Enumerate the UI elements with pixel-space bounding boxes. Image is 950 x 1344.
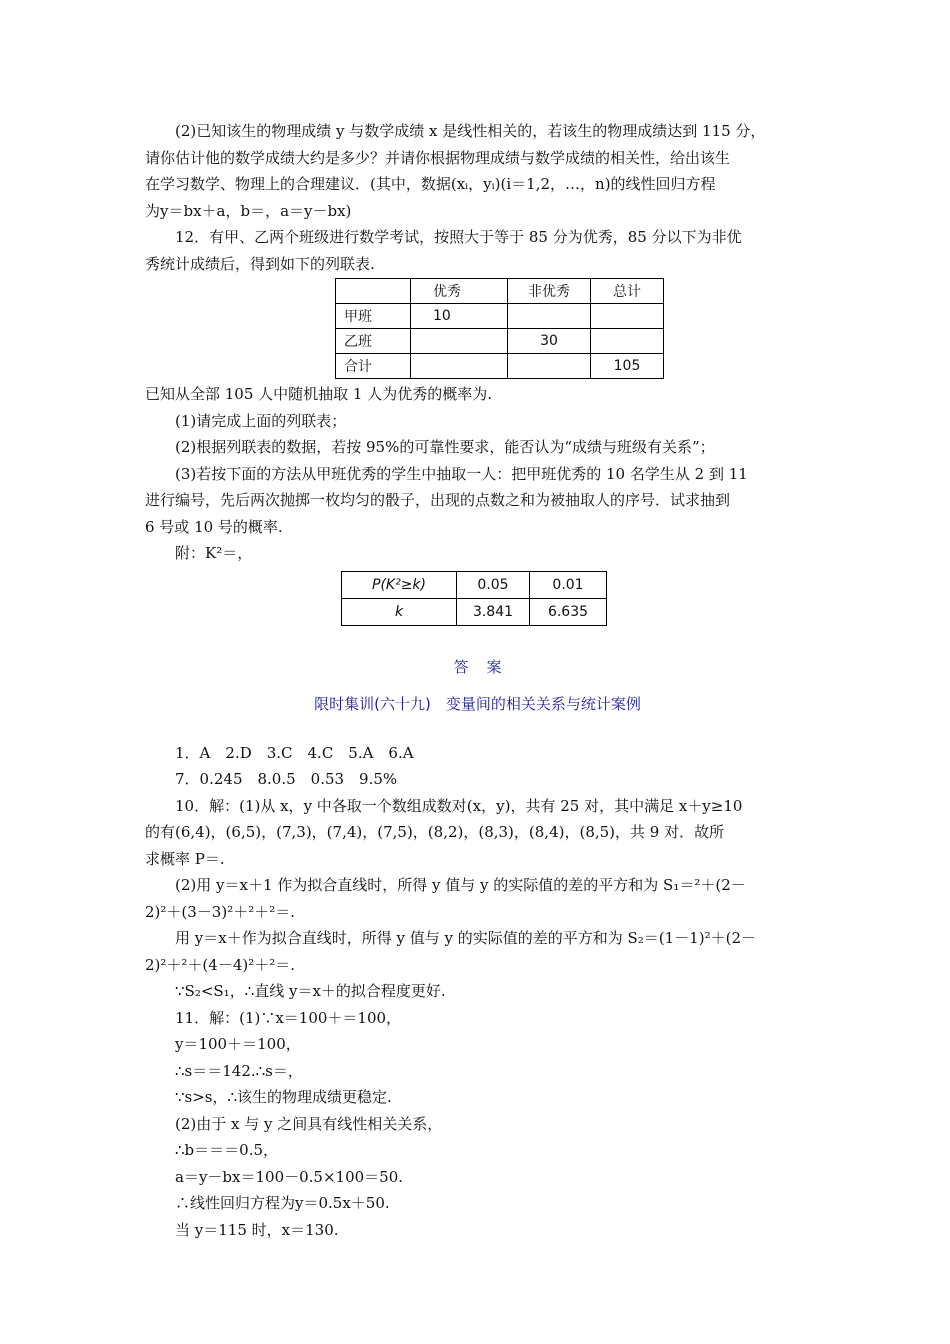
answer-11-line: 11．解：(1)∵x＝100＋＝100，	[175, 1008, 402, 1027]
p12-intro-1: 12．有甲、乙两个班级进行数学考试，按照大于等于 85 分为优秀，85 分以下为非优	[175, 228, 742, 246]
table-row	[342, 598, 607, 625]
table-cell	[591, 329, 664, 354]
table-cell: 0.05	[457, 571, 530, 598]
table-cell	[591, 304, 664, 329]
table-header-row	[336, 279, 664, 304]
answer-11-line: a＝y－bx＝100－0.5×100＝50.	[175, 1167, 404, 1186]
p11-line-4: 为y＝bx＋a，b＝，a＝y－bx)	[145, 201, 352, 220]
table-cell	[508, 304, 591, 329]
table-cell	[336, 279, 411, 304]
table-cell	[411, 354, 508, 379]
critical-value-table	[341, 571, 607, 626]
p11-line-3: 在学习数学、物理上的合理建议．(其中，数据(xᵢ，yᵢ)(i＝1,2，…，n)的线性回归方程	[145, 175, 716, 193]
table-cell: 乙班	[336, 329, 411, 354]
table-cell: 105	[591, 354, 664, 379]
table-cell: 0.01	[530, 571, 607, 598]
answer-10-line: (2)用 y＝x＋1 作为拟合直线时，所得 y 值与 y 的实际值的差的平方和为 S₁＝²＋(2－	[175, 876, 746, 894]
table-cell: 合计	[336, 354, 411, 379]
contingency-table	[335, 278, 664, 379]
answer-11-line: y＝100＋＝100，	[175, 1035, 301, 1053]
table-row	[336, 354, 664, 379]
answer-10-line: ∵S₂<S₁，∴直线 y＝x＋的拟合程度更好.	[175, 982, 446, 1000]
table-cell: 甲班	[336, 304, 411, 329]
page-content	[145, 118, 810, 1243]
table-cell: 10	[411, 304, 508, 329]
table-cell: 3.841	[457, 598, 530, 625]
answer-10-line: 的有(6,4)，(6,5)，(7,3)，(7,4)，(7,5)，(8,2)，(8,3)，(8,4)，(8,5)，共 9 对．故所	[145, 823, 725, 841]
p12-q3-2: 进行编号，先后两次抛掷一枚均匀的骰子，出现的点数之和为被抽取人的序号．试求抽到	[145, 491, 731, 509]
p12-after-1: 已知从全部 105 人中随机抽取 1 人为优秀的概率为.	[145, 385, 493, 403]
table-row	[336, 329, 664, 354]
answer-11-line: ∵s>s，∴该生的物理成绩更稳定.	[175, 1088, 392, 1106]
table-cell: 30	[508, 329, 591, 354]
answer-10-line: 10．解：(1)从 x，y 中各取一个数组成数对(x，y)，共有 25 对，其中满足 x＋y≥10	[175, 796, 743, 815]
answer-11-line: ∴b＝＝＝0.5，	[175, 1141, 279, 1159]
answer-10-line: 2)²＋²＋(4－4)²＋²＝.	[145, 955, 296, 974]
p12-q1: (1)请完成上面的列联表；	[175, 411, 347, 430]
answer-11-line: ∴线性回归方程为y＝0.5x＋50.	[175, 1194, 390, 1212]
table-row	[336, 304, 664, 329]
p11-line-2: 请你估计他的数学成绩大约是多少？并请你根据物理成绩与数学成绩的相关性，给出该生	[145, 148, 731, 167]
table-cell: k	[342, 598, 457, 625]
p12-intro-2: 秀统计成绩后，得到如下的列联表.	[145, 254, 375, 273]
answer-10-line: 用 y＝x＋作为拟合直线时，所得 y 值与 y 的实际值的差的平方和为 S₂＝(1－1)²＋(2－	[175, 929, 756, 947]
p12-q3-3: 6 号或 10 号的概率.	[145, 517, 283, 536]
answers-heading: 答案	[453, 657, 520, 676]
table-cell	[411, 329, 508, 354]
table-cell	[508, 354, 591, 379]
p12-q2: (2)根据列联表的数据，若按 95%的可靠性要求，能否认为“成绩与班级有关系”；	[175, 438, 715, 456]
answer-line: 1．A 2.D 3.C 4.C 5.A 6.A	[175, 743, 414, 762]
table-cell: 总计	[591, 279, 664, 304]
answer-11-line: 当 y＝115 时，x＝130.	[175, 1220, 339, 1239]
answer-line: 7．0.245 8.0.5 0.53 9.5%	[175, 770, 398, 788]
table-row	[342, 571, 607, 598]
answers-block	[145, 740, 810, 1244]
p12-q3-1: (3)若按下面的方法从甲班优秀的学生中抽取一人：把甲班优秀的 10 名学生从 2 到 11	[175, 464, 748, 483]
p12-appendix: 附：K²＝，	[175, 544, 253, 562]
answer-10-line: 2)²＋(3－3)²＋²＋²＝.	[145, 902, 296, 921]
answer-11-line: ∴s＝＝142.∴s＝，	[175, 1061, 303, 1080]
table-cell: P(K²≥k)	[342, 571, 457, 598]
answer-10-line: 求概率 P＝.	[145, 849, 225, 868]
table-cell: 6.635	[530, 598, 607, 625]
p11-line-1: (2)已知该生的物理成绩 y 与数学成绩 x 是线性相关的，若该生的物理成绩达到 115 分，	[175, 122, 766, 140]
table-cell: 优秀	[411, 279, 508, 304]
table-cell: 非优秀	[508, 279, 591, 304]
answers-subtitle: 限时集训(六十九) 变量间的相关关系与统计案例	[314, 694, 641, 713]
answer-11-line: (2)由于 x 与 y 之间具有线性相关关系，	[175, 1114, 443, 1133]
